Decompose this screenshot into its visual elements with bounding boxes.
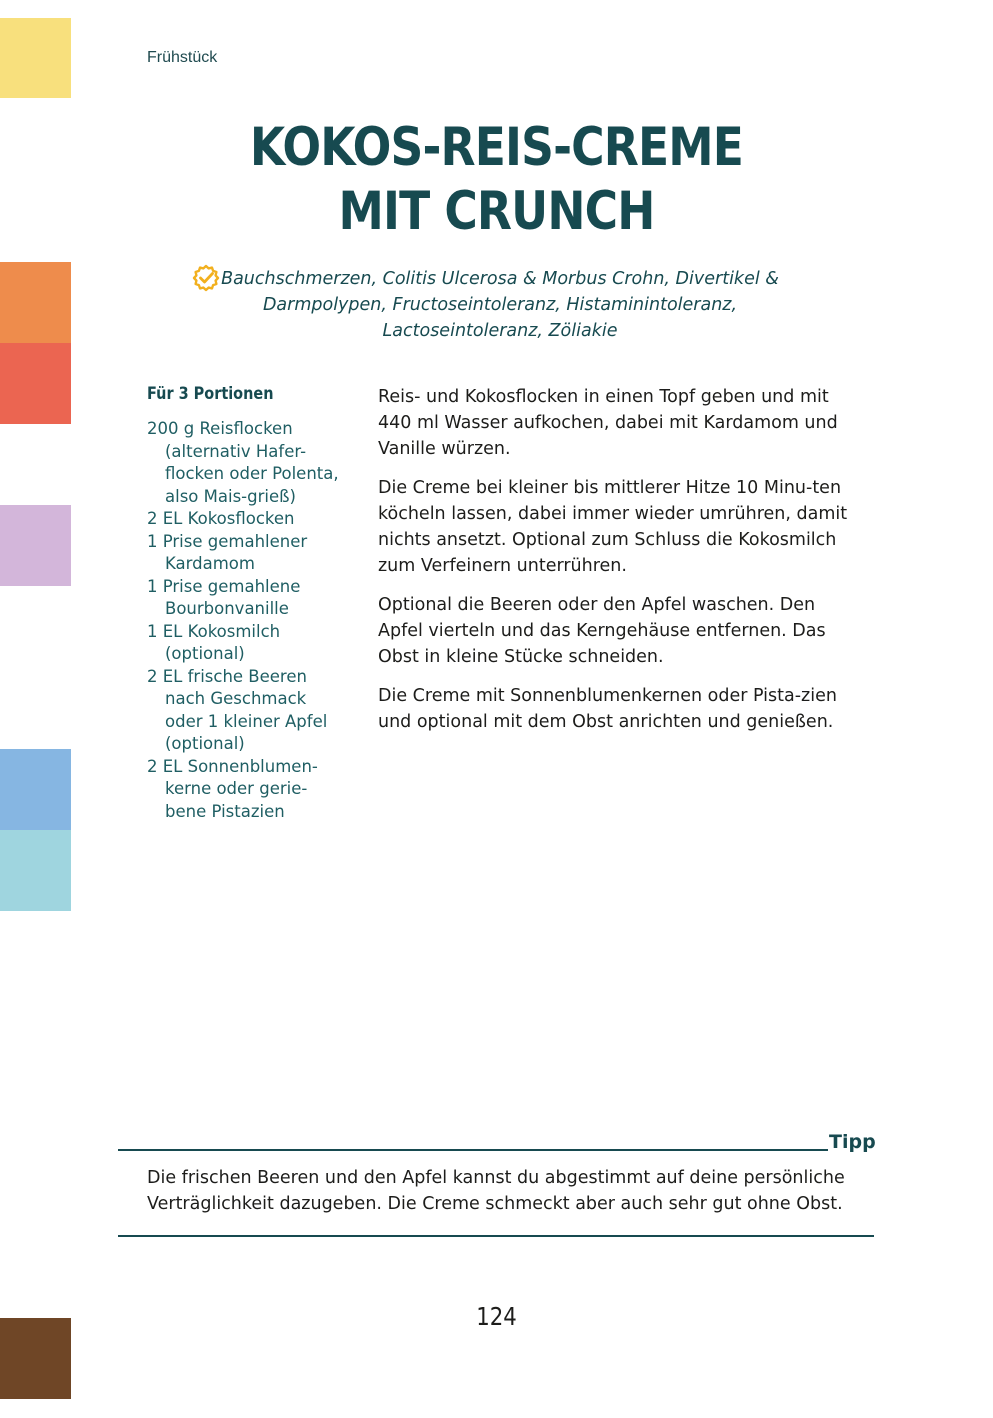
- tab-orange[interactable]: [0, 262, 71, 343]
- ingredient-item: 2 EL frische Beeren nach Geschmack oder 1 kleiner Apfel (optional): [147, 666, 328, 753]
- tip-text: Die frischen Beeren und den Apfel kannst du abgestimmt auf deine persönliche Verträglichkeit dazugeben. Die Creme schmeckt aber auch sehr gut ohne Obst.: [147, 1168, 845, 1214]
- instruction-step: Die Creme bei kleiner bis mittlerer Hitze 10 Minu-ten köcheln lassen, dabei immer wieder umrühren, damit nichts ansetzt. Optional zum Schluss die Kokosmilch zum Verfeinern unterrühren.: [378, 478, 848, 576]
- chapter-tabs: [0, 0, 71, 1418]
- ingredient-item: 2 EL Kokosflocken: [147, 509, 295, 528]
- ingredient-list: [147, 418, 347, 823]
- tab-cyan[interactable]: [0, 830, 71, 911]
- tab-brown[interactable]: [0, 1318, 71, 1399]
- ingredient-item: 2 EL Sonnenblumen-kerne oder gerie-bene Pistazien: [147, 756, 318, 821]
- instruction-step: Reis- und Kokosflocken in einen Topf geben und mit 440 ml Wasser aufkochen, dabei mit Kardamom und Vanille würzen.: [378, 387, 838, 459]
- portions-heading: Für 3 Portionen: [147, 384, 274, 404]
- tip-divider-top: [118, 1149, 828, 1151]
- suitability-list: Bauchschmerzen, Colitis Ulcerosa & Morbus Crohn, Divertikel & Darmpolypen, Fructoseintoleranz, Histaminintoleranz, Lactoseintoleranz, Zöliakie: [221, 269, 779, 341]
- tip-divider-bottom: [118, 1235, 874, 1237]
- ingredient-item: 200 g Reisflocken (alternativ Hafer-flocken oder Polenta, also Mais-grieß): [147, 419, 339, 506]
- title-line-2: MIT CRUNCH: [338, 181, 655, 242]
- page-number: 124: [476, 1302, 517, 1331]
- instruction-step: Optional die Beeren oder den Apfel waschen. Den Apfel vierteln und das Kerngehäuse entfernen. Das Obst in kleine Stücke schneiden.: [378, 595, 826, 667]
- section-label: Frühstück: [147, 49, 218, 66]
- tab-blue[interactable]: [0, 749, 71, 830]
- tab-red[interactable]: [0, 343, 71, 424]
- tab-purple[interactable]: [0, 505, 71, 586]
- page-title: [173, 116, 821, 244]
- ingredients-column: [147, 384, 347, 823]
- ingredient-item: 1 EL Kokosmilch (optional): [147, 621, 281, 663]
- tip-label: Tipp: [829, 1131, 876, 1153]
- instructions-column: [378, 384, 848, 748]
- ingredient-item: 1 Prise gemahlene Bourbonvanille: [147, 576, 301, 618]
- ingredient-item: 1 Prise gemahlener Kardamom: [147, 531, 308, 573]
- title-line-1: KOKOS-REIS-CREME: [249, 117, 744, 178]
- tab-yellow[interactable]: [0, 18, 71, 98]
- instruction-step: Die Creme mit Sonnenblumenkernen oder Pista-zien und optional mit dem Obst anrichten und genießen.: [378, 686, 837, 732]
